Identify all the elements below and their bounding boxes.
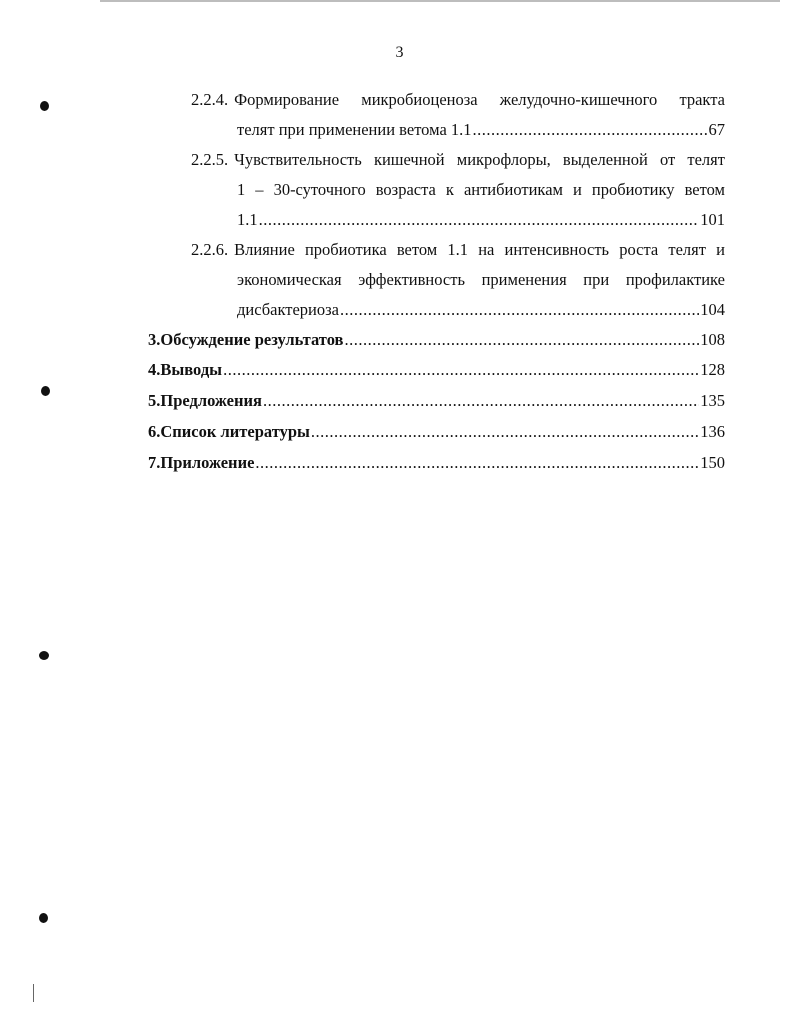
word: 30-суточного xyxy=(273,180,366,199)
toc-entry-text: 1.1 xyxy=(237,210,258,229)
toc-entry-text: телят при применении ветома 1.1 xyxy=(237,120,472,139)
toc-entry-2-2-5-line-2 xyxy=(237,178,725,202)
word: антибиотикам xyxy=(463,180,563,199)
toc-entry-text xyxy=(234,88,725,112)
word: Формирование xyxy=(234,90,340,109)
word: микробиоценоза xyxy=(361,90,478,109)
word: микрофлоры, xyxy=(456,150,551,169)
toc-entry-text xyxy=(234,238,725,262)
word: экономическая xyxy=(237,270,342,289)
toc-entry-2-2-6-line-2 xyxy=(237,268,725,292)
scan-edge-mark xyxy=(33,984,34,1002)
word: и xyxy=(716,240,725,259)
binder-hole-mark xyxy=(39,913,48,923)
toc-entry-number: 6. xyxy=(148,422,161,441)
toc-entry-page: 128 xyxy=(700,360,725,379)
word: роста xyxy=(619,240,659,259)
dot-leader xyxy=(473,118,708,142)
word: кишечной xyxy=(373,150,445,169)
word: от xyxy=(659,150,676,169)
toc-entry-2-2-4-line-2 xyxy=(237,118,725,142)
word: тракта xyxy=(679,90,725,109)
word: телят xyxy=(668,240,706,259)
binder-hole-mark xyxy=(39,651,49,660)
toc-entry-text: Обсуждение результатов xyxy=(160,330,344,349)
word: 1 xyxy=(237,180,246,199)
toc-entry-page: 101 xyxy=(700,210,725,229)
word: и xyxy=(573,180,582,199)
toc-entry-7 xyxy=(148,451,725,475)
toc-entry-page: 104 xyxy=(700,300,725,319)
toc-entry-text: Список литературы xyxy=(160,422,310,441)
toc-entry-2-2-5-line-1 xyxy=(191,148,725,172)
toc-entry-text xyxy=(237,268,725,292)
word: интенсивность xyxy=(504,240,610,259)
toc-entry-text: дисбактериоза xyxy=(237,300,339,319)
dot-leader xyxy=(259,208,700,232)
scan-top-edge xyxy=(100,0,780,2)
toc-entry-2-2-5-line-3 xyxy=(237,208,725,232)
toc-entry-text: Предложения xyxy=(160,391,262,410)
word: Чувствительность xyxy=(234,150,362,169)
word: пробиотику xyxy=(591,180,675,199)
page-number: 3 xyxy=(395,44,404,61)
toc-entry-number: 4. xyxy=(148,360,161,379)
binder-hole-mark xyxy=(41,386,50,396)
toc-entry-page: 136 xyxy=(700,422,725,441)
word: выделенной xyxy=(562,150,648,169)
word: профилактике xyxy=(625,270,725,289)
word: Влияние xyxy=(234,240,295,259)
dot-leader xyxy=(344,328,699,352)
word: телят xyxy=(687,150,725,169)
toc-entry-6 xyxy=(148,420,725,444)
word: – xyxy=(255,180,264,199)
word: эффективность xyxy=(358,270,465,289)
toc-entry-text xyxy=(234,148,725,172)
word: к xyxy=(445,180,454,199)
toc-entry-number: 2.2.6. xyxy=(191,240,229,259)
toc-entry-number: 3. xyxy=(148,330,161,349)
word: на xyxy=(478,240,495,259)
word: при xyxy=(583,270,610,289)
word: ветом xyxy=(684,180,725,199)
toc-entry-3 xyxy=(148,328,725,352)
toc-entry-4 xyxy=(148,358,725,382)
word: пробиотика xyxy=(304,240,387,259)
toc-entry-5 xyxy=(148,389,725,413)
word: желудочно-кишечного xyxy=(499,90,658,109)
toc-entry-text: Выводы xyxy=(160,360,223,379)
dot-leader xyxy=(311,420,699,444)
binder-hole-mark xyxy=(40,101,49,111)
dot-leader xyxy=(223,358,699,382)
toc-entry-number: 5. xyxy=(148,391,161,410)
toc-entry-text: Приложение xyxy=(160,453,255,472)
word: 1.1 xyxy=(447,240,469,259)
dot-leader xyxy=(255,451,699,475)
toc-entry-page: 108 xyxy=(700,330,725,349)
toc-entry-page: 67 xyxy=(708,120,725,139)
toc-entry-2-2-6-line-1 xyxy=(191,238,725,262)
toc-entry-number: 7. xyxy=(148,453,161,472)
toc-entry-page: 135 xyxy=(700,391,725,410)
toc-entry-page: 150 xyxy=(700,453,725,472)
toc-entry-text xyxy=(237,178,725,202)
word: ветом xyxy=(396,240,438,259)
word: применения xyxy=(481,270,567,289)
dot-leader xyxy=(340,298,699,322)
toc-entry-number: 2.2.5. xyxy=(191,150,229,169)
toc-entry-2-2-4-line-1 xyxy=(191,88,725,112)
word: возраста xyxy=(375,180,436,199)
dot-leader xyxy=(263,389,699,413)
toc-entry-number: 2.2.4. xyxy=(191,90,229,109)
toc-entry-2-2-6-line-3 xyxy=(237,298,725,322)
